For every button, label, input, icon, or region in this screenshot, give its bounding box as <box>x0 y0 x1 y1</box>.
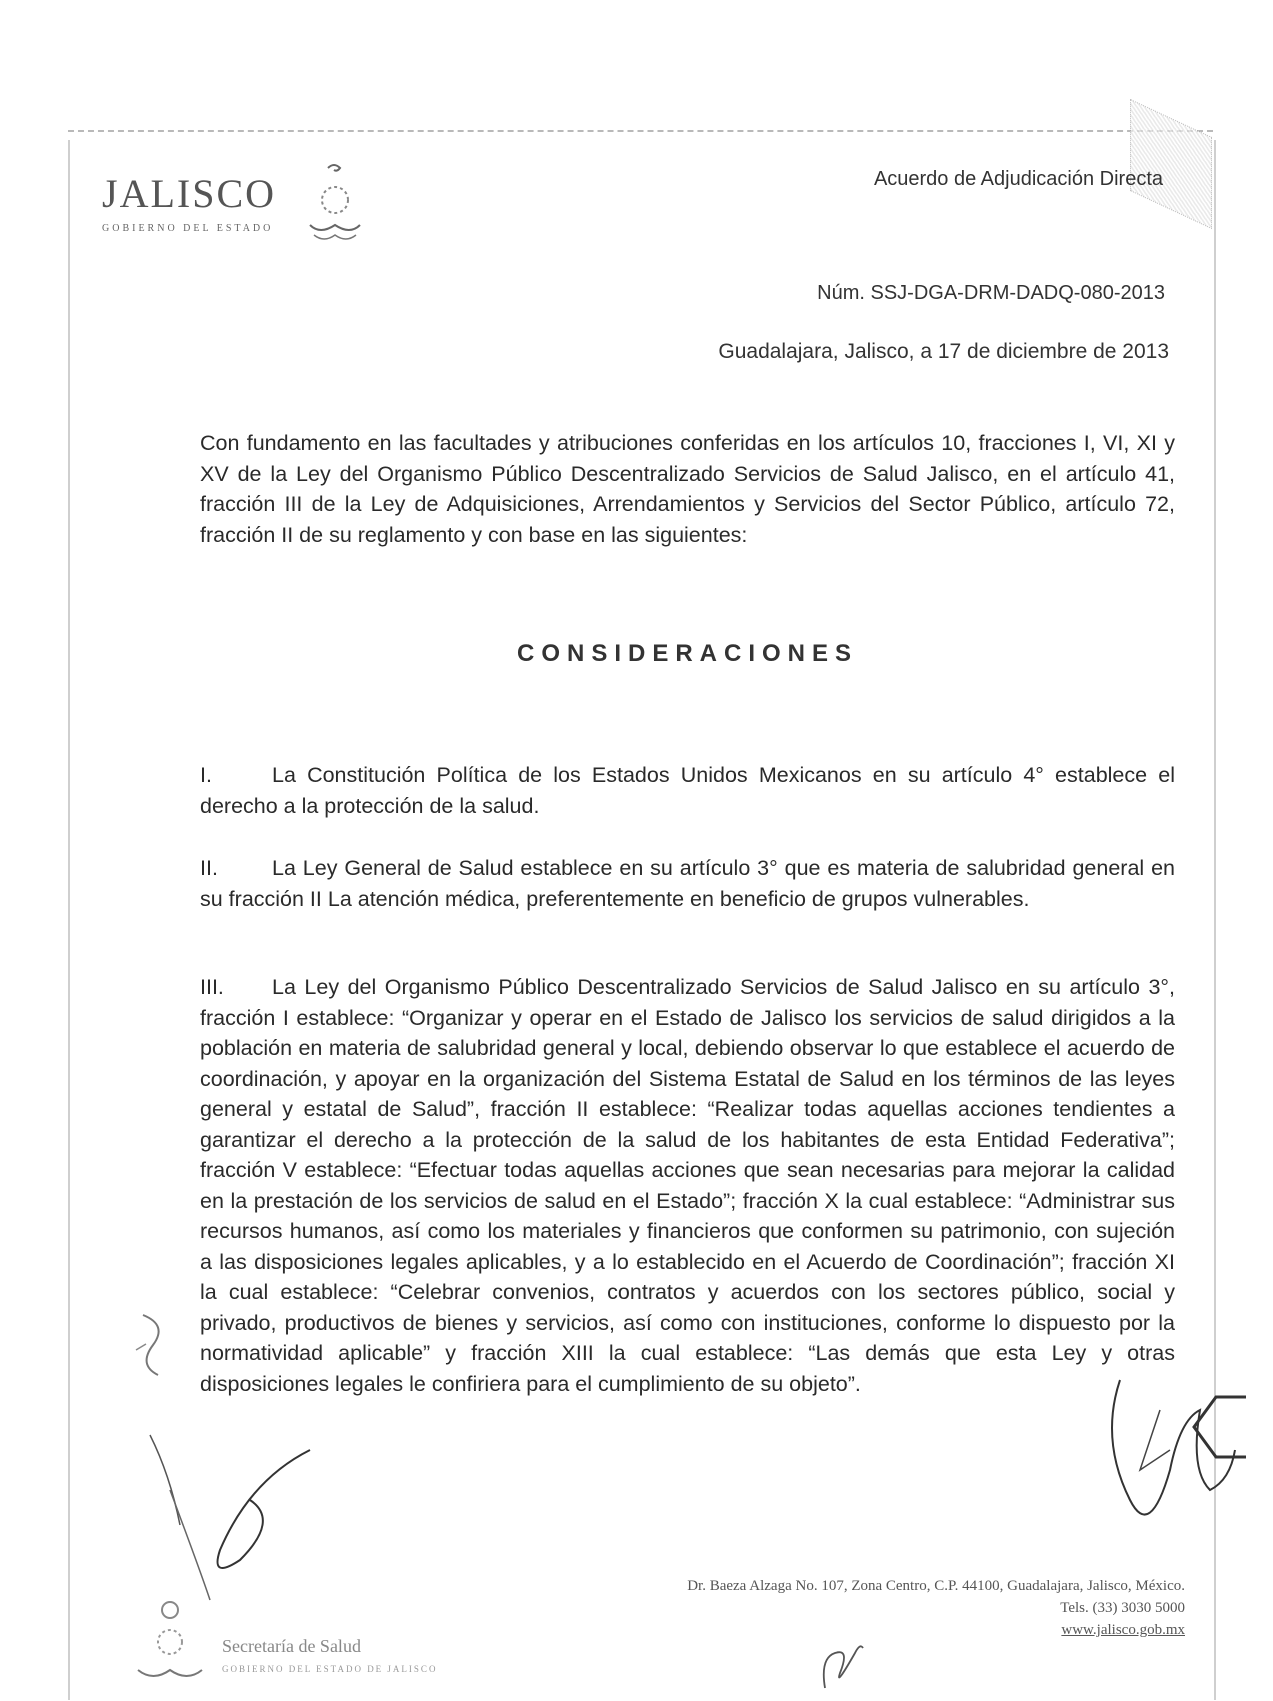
logo-text: JALISCO <box>102 171 277 216</box>
document-number: Núm. SSJ-DGA-DRM-DADQ-080-2013 <box>817 282 1165 304</box>
coat-of-arms-icon <box>300 160 370 250</box>
item-text: La Ley General de Salud establece en su artículo 3° que es materia de salubridad general en su fracción II La atención médica, preferentemente en beneficio de grupos vulnerables. <box>200 856 1175 911</box>
secretaria-logo-icon <box>130 1590 210 1690</box>
item-numeral: I. <box>200 763 212 787</box>
item-numeral: III. <box>200 975 224 999</box>
item-text: La Constitución Política de los Estados Unidos Mexicanos en su artículo 4° establece el derecho a la protección de la salud. <box>200 763 1175 818</box>
consideration-item <box>200 972 1175 1399</box>
section-title: CONSIDERACIONES <box>516 640 859 667</box>
consideration-item <box>200 760 1175 821</box>
page-left-border <box>68 140 70 1700</box>
item-numeral: II. <box>200 856 218 880</box>
margin-mark-icon <box>128 1310 178 1380</box>
page-top-border <box>68 130 1213 132</box>
secretaria-name: Secretaría de Salud <box>222 1636 361 1656</box>
intro-paragraph: Con fundamento en las facultades y atribuciones conferidas en los artículos 10, fracciones I, VI, XI y XV de la Ley del Organismo Público Descentralizado Servicios de Salud Jalisco, en el artículo 41, fracción III de la Ley de Adquisiciones, Arrendamientos y Servicios del Sector Público, artículo 72, fracción II de su reglamento y con base en las siguientes: <box>200 431 1175 547</box>
footer-address: Dr. Baeza Alzaga No. 107, Zona Centro, C.P. 44100, Guadalajara, Jalisco, México. <box>687 1578 1185 1594</box>
page-clip-icon <box>1188 1392 1248 1462</box>
consideration-item <box>200 853 1175 914</box>
footer-website[interactable]: www.jalisco.gob.mx <box>1061 1622 1185 1638</box>
place-and-date: Guadalajara, Jalisco, a 17 de diciembre de 2013 <box>718 340 1169 363</box>
item-text: La Ley del Organismo Público Descentralizado Servicios de Salud Jalisco en su artículo 3°, fracción I establece: “Organizar y operar en el Estado de Jalisco los servicios de salud dirigidos a la población en materia de salubridad general y local, debiendo observar lo que establece el acuerdo de coordinación, y apoyar en la organización del Sistema Estatal de Salud en los términos de las leyes general y estatal de Salud”, fracción II establece: “Realizar todas aquellas acciones tendientes a garantizar el derecho a la protección de la salud de los habitantes de esta Entidad Federativa”; fracción V establece: “Efectuar todas aquellas acciones que sean necesarias para mejorar la calidad en la prestación de los servicios de salud en el Estado”; fracción X la cual establece: “Administrar sus recursos humanos, así como los materiales y financieros que conformen su patrimonio, con sujeción a las disposiciones legales aplicables, y a lo establecido en el Acuerdo de Coordinación”; fracción XI la cual establece: “Celebrar convenios, contratos y acuerdos con los sectores público, social y privado, productivos de bienes y servicios, así como con instituciones, conforme lo dispuesto por la normatividad aplicable” y fracción XIII la cual establece: “Las demás que esta Ley y otras disposiciones legales le confiriera para el cumplimiento de su objeto”. <box>200 975 1175 1396</box>
document-type: Acuerdo de Adjudicación Directa <box>873 168 1163 190</box>
corner-stamp <box>1130 99 1212 229</box>
initials-mark-icon <box>815 1638 865 1693</box>
footer-phone: Tels. (33) 3030 5000 <box>1060 1600 1185 1616</box>
logo-subtext: GOBIERNO DEL ESTADO <box>102 223 274 234</box>
secretaria-subtext: GOBIERNO DEL ESTADO DE JALISCO <box>222 1664 438 1674</box>
